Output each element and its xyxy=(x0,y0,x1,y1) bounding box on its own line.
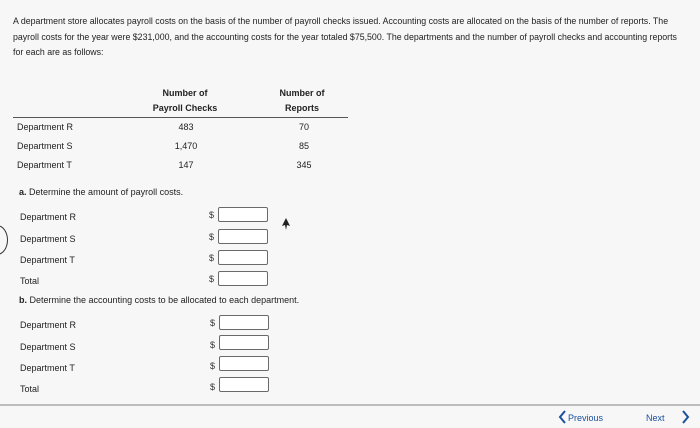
currency-symbol: $ xyxy=(209,210,215,220)
payroll-total-input[interactable] xyxy=(218,271,268,286)
checks-header-line2: Payroll Checks xyxy=(152,103,218,113)
part-a-prefix: a. xyxy=(19,187,27,197)
table-row-label: Department R xyxy=(17,122,74,132)
accounting-dept-r-input[interactable] xyxy=(219,315,269,330)
reports-column-header xyxy=(262,86,342,116)
payroll-dept-r-label: Department R xyxy=(20,212,77,222)
currency-symbol: $ xyxy=(210,361,216,371)
accounting-dept-t-label: Department T xyxy=(20,363,75,373)
part-a-question xyxy=(19,187,183,197)
currency-symbol: $ xyxy=(210,318,216,328)
accounting-total-input[interactable] xyxy=(219,377,269,392)
accounting-dept-s-input[interactable] xyxy=(219,335,269,350)
checks-column-header xyxy=(140,86,230,116)
payroll-dept-s-label: Department S xyxy=(20,234,76,244)
reports-value: 70 xyxy=(298,122,309,132)
reports-value: 345 xyxy=(296,160,312,170)
accounting-total-label: Total xyxy=(20,384,40,394)
reports-value: 85 xyxy=(298,141,309,151)
currency-symbol: $ xyxy=(210,340,216,350)
payroll-dept-t-label: Department T xyxy=(20,255,75,265)
table-row-label: Department S xyxy=(17,141,73,151)
problem-statement: A department store allocates payroll costs on the basis of the number of payroll checks issued. Accounting costs are allocated on the basis of the number of reports. The payroll costs for the year were $231,000, and the accounting costs for the year totaled $75,500. The departments and the number of payroll checks and accounting reports for each are as follows: xyxy=(13,16,677,57)
currency-symbol: $ xyxy=(209,253,215,263)
checks-value: 1,470 xyxy=(174,141,198,151)
chevron-right-icon[interactable] xyxy=(682,410,690,424)
chevron-left-icon[interactable] xyxy=(558,410,566,424)
accounting-dept-s-label: Department S xyxy=(20,342,76,352)
footer-divider xyxy=(0,404,700,406)
next-button[interactable]: Next xyxy=(646,413,665,423)
checks-value: 147 xyxy=(178,160,194,170)
reports-header-line1: Number of xyxy=(279,88,325,98)
part-a-question-text: Determine the amount of payroll costs. xyxy=(29,187,184,197)
payroll-dept-t-input[interactable] xyxy=(218,250,268,265)
payroll-dept-r-input[interactable] xyxy=(218,207,268,222)
part-b-question xyxy=(19,295,299,305)
table-header-divider xyxy=(13,117,348,118)
checks-value: 483 xyxy=(178,122,194,132)
currency-symbol: $ xyxy=(209,274,215,284)
part-b-question-text: Determine the accounting costs to be allocated to each department. xyxy=(29,295,300,305)
reports-header-line2: Reports xyxy=(284,103,319,113)
currency-symbol: $ xyxy=(209,232,215,242)
previous-button[interactable]: Previous xyxy=(568,413,604,423)
accounting-dept-r-label: Department R xyxy=(20,320,77,330)
accounting-dept-t-input[interactable] xyxy=(219,356,269,371)
checks-header-line1: Number of xyxy=(162,88,208,98)
currency-symbol: $ xyxy=(210,382,216,392)
mouse-cursor-icon xyxy=(281,218,291,230)
table-row-label: Department T xyxy=(17,160,72,170)
payroll-dept-s-input[interactable] xyxy=(218,229,268,244)
payroll-total-label: Total xyxy=(20,276,40,286)
left-edge-circle xyxy=(0,225,8,255)
part-b-prefix: b. xyxy=(19,295,27,305)
